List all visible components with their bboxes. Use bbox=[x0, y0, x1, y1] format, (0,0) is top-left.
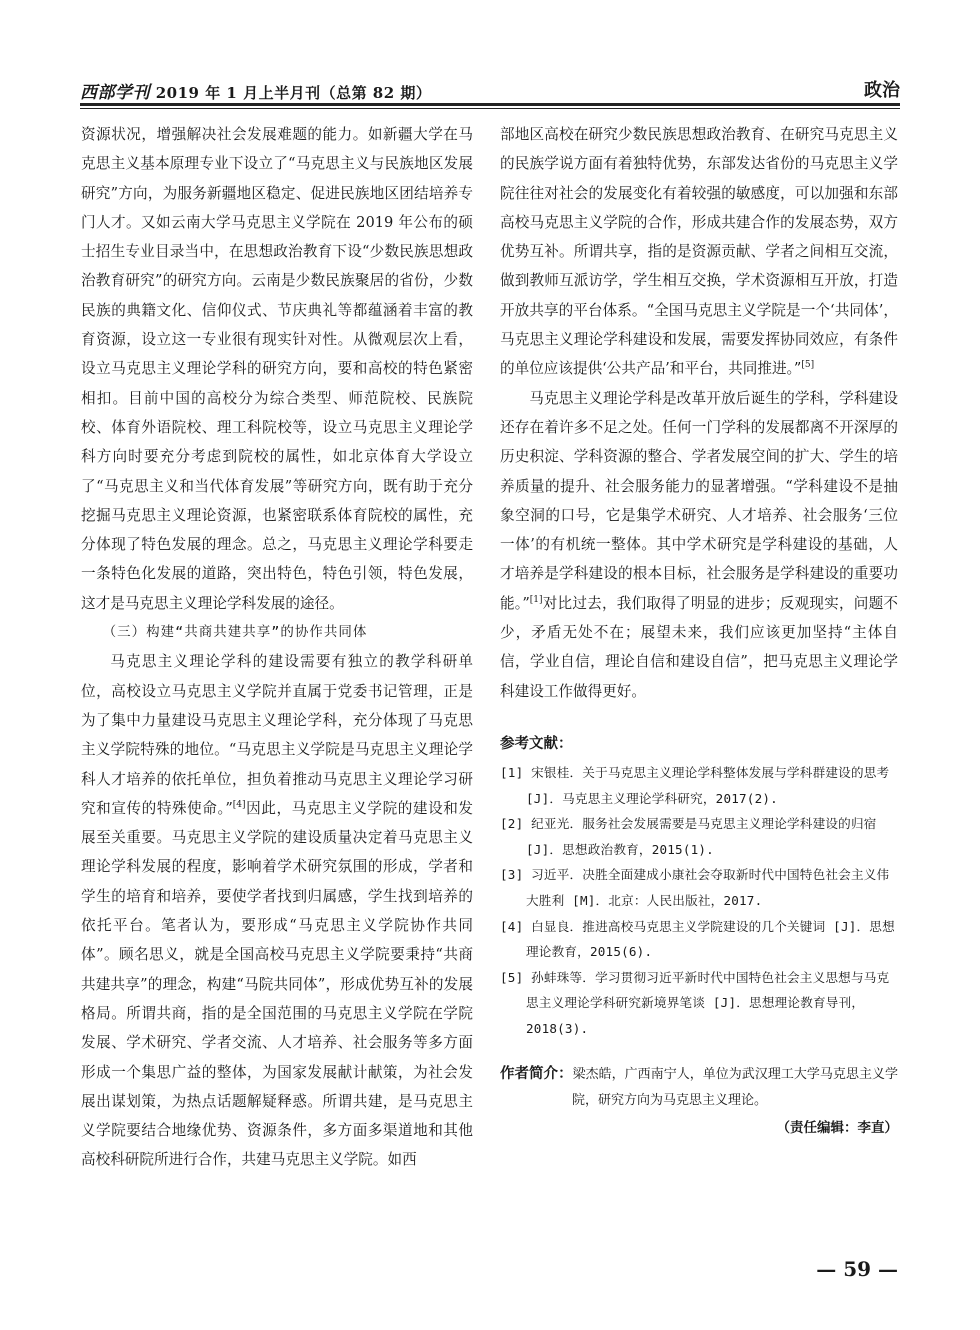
references-title: 参考文献： bbox=[500, 735, 573, 752]
journal-name: 西部学刊 bbox=[80, 83, 150, 103]
paragraph-text: 马克思主义理论学科的建设需要有独立的教学科研单位，高校设立马克思主义学院并直属于党委书记管理，正是为了集中力量建设马克思主义理论学科，充分体现了马克思主义学院特殊的地位。“马克思主义学院是马克思主义理论学科人才培养的依托单位，担负着推动马克思主义理论学习研究和宣传的特殊使命。” bbox=[81, 653, 473, 817]
citation-1: [1] bbox=[529, 594, 543, 605]
author-bio bbox=[500, 1061, 898, 1114]
citation-5: [5] bbox=[801, 360, 815, 371]
section-label: 政治 bbox=[864, 80, 900, 101]
reference-item: [3] 习近平．决胜全面建成小康社会夺取新时代中国特色社会主义伟大胜利 [M]．北京：人民出版社，2017. bbox=[500, 867, 890, 908]
paragraph bbox=[500, 120, 898, 384]
page-number: — 59 — bbox=[816, 1257, 898, 1281]
reference-item: [5] 孙蚌珠等．学习贯彻习近平新时代中国特色社会主义思想与马克思主义理论学科研究新境界笔谈 [J]．思想理论教育导刊，2018(3). bbox=[500, 969, 890, 1036]
section-heading: （三）构建“共商共建共享”的协作共同体 bbox=[102, 624, 368, 641]
paragraph-text: 对比过去，我们取得了明显的进步；反观现实，问题不少，矛盾无处不在；展望未来，我们应该更加坚持“主体自信，学业自信，理论自信和建设自信”，把马克思主义理论学科建设工作做得更好。 bbox=[500, 594, 898, 700]
right-column bbox=[500, 120, 898, 1140]
paragraph bbox=[81, 647, 473, 1174]
paragraph-text: 因此，马克思主义学院的建设和发展至关重要。马克思主义学院的建设质量决定着马克思主义理论学科发展的程度，影响着学术研究氛围的形成，学者和学生的培育和培养，要使学者找到归属感，学生找到培养的依托平台。笔者认为，要形成“马克思主义学院协作共同体”。顾名思义，就是全国高校马克思主义学院要秉持“共商共建共享”的理念，构建“马院共同体”，形成优势互补的发展格局。所谓共商，指的是全国范围的马克思主义学院在学院发展、学术研究、学者交流、人才培养、社会服务等多方面形成一个集思广益的整体，为国家发展献计献策，为社会发展出谋划策，为热点话题解疑释惑。所谓共建，是马克思主义学院要结合地缘优势、资源条件，多方面多渠道地和其他高校科研院所进行合作，共建马克思主义学院。如西 bbox=[81, 799, 473, 1169]
header-rule-thin bbox=[80, 108, 900, 109]
responsible-editor: （责任编辑：李直） bbox=[776, 1120, 898, 1137]
reference-item: [2] 纪亚光．服务社会发展需要是马克思主义理论学科建设的归宿 [J]．思想政治教育，2015(1). bbox=[500, 816, 877, 857]
paragraph-text: 马克思主义理论学科是改革开放后诞生的学科，学科建设还存在着许多不足之处。任何一门学科的发展都离不开深厚的历史积淀、学科资源的整合、学者发展空间的扩大、学生的培养质量的提升、社会服务能力的显著增强。“学科建设不是抽象空洞的口号，它是集学术研究、人才培养、社会服务‘三位一体’的有机统一整体。其中学术研究是学科建设的基础，人才培养是学科建设的根本目标，社会服务是学科建设的重要功能。” bbox=[500, 389, 898, 612]
author-label: 作者简介： bbox=[500, 1066, 573, 1083]
paragraph: 资源状况，增强解决社会发展难题的能力。如新疆大学在马克思主义基本原理专业下设立了“马克思主义与民族地区发展研究”方向，为服务新疆地区稳定、促进民族地区团结培养专门人才。又如云南大学马克思主义学院在 2019 年公布的硕士招生专业目录当中，在思想政治教育下设“少数民族思想政治教育研究”的研究方向。云南是少数民族聚居的省份，少数民族的典籍文化、信仰仪式、节庆典礼等都蕴涵着丰富的教育资源，设立这一专业很有现实针对性。从微观层次上看，设立马克思主义理论学科的研究方向，要和高校的特色紧密相扣。目前中国的高校分为综合类型、师范院校、民族院校、体育外语院校、理工科院校等，设立马克思主义理论学科方向时要充分考虑到院校的属性，如北京体育大学设立了“马克思主义和当代体育发展”等研究方向，既有助于充分挖掘马克思主义理论资源，也紧密联系体育院校的属性，充分体现了特色发展的理念。总之，马克思主义理论学科要走一条特色化发展的道路，突出特色，特色引领，特色发展，这才是马克思主义理论学科发展的途径。 bbox=[81, 126, 473, 612]
references-list bbox=[500, 760, 898, 1042]
header-rule-thick bbox=[80, 103, 900, 106]
paragraph bbox=[500, 384, 898, 706]
journal-issue-line bbox=[80, 78, 431, 103]
reference-item: [1] 宋银桂．关于马克思主义理论学科整体发展与学科群建设的思考 [J]．马克思主义理论学科研究，2017(2). bbox=[500, 764, 890, 806]
citation-4: [4] bbox=[232, 799, 246, 810]
author-text: 梁杰皓，广西南宁人，单位为武汉理工大学马克思主义学院，研究方向为马克思主义理论。 bbox=[572, 1067, 898, 1109]
issue-info: 2019 年 1 月上半月刊（总第 82 期） bbox=[155, 84, 432, 102]
running-header bbox=[80, 74, 900, 102]
reference-item: [4] 白显良．推进高校马克思主义学院建设的几个关键词 [J]．思想理论教育，2015(6). bbox=[500, 918, 895, 960]
paragraph-text: 部地区高校在研究少数民族思想政治教育、在研究马克思主义的民族学说方面有着独特优势，东部发达省份的马克思主义学院往往对社会的发展变化有着较强的敏感度，可以加强和东部高校马克思主义学院的合作，形成共建合作的发展态势，双方优势互补。所谓共享，指的是资源贡献、学者之间相互交流，做到教师互派访学，学生相互交换，学术资源相互开放，打造开放共享的平台体系。“全国马克思主义学院是一个‘共同体’，马克思主义理论学科建设和发展，需要发挥协同效应，有条件的单位应该提供‘公共产品’和平台，共同推进。” bbox=[500, 126, 898, 378]
left-column bbox=[81, 120, 473, 1175]
